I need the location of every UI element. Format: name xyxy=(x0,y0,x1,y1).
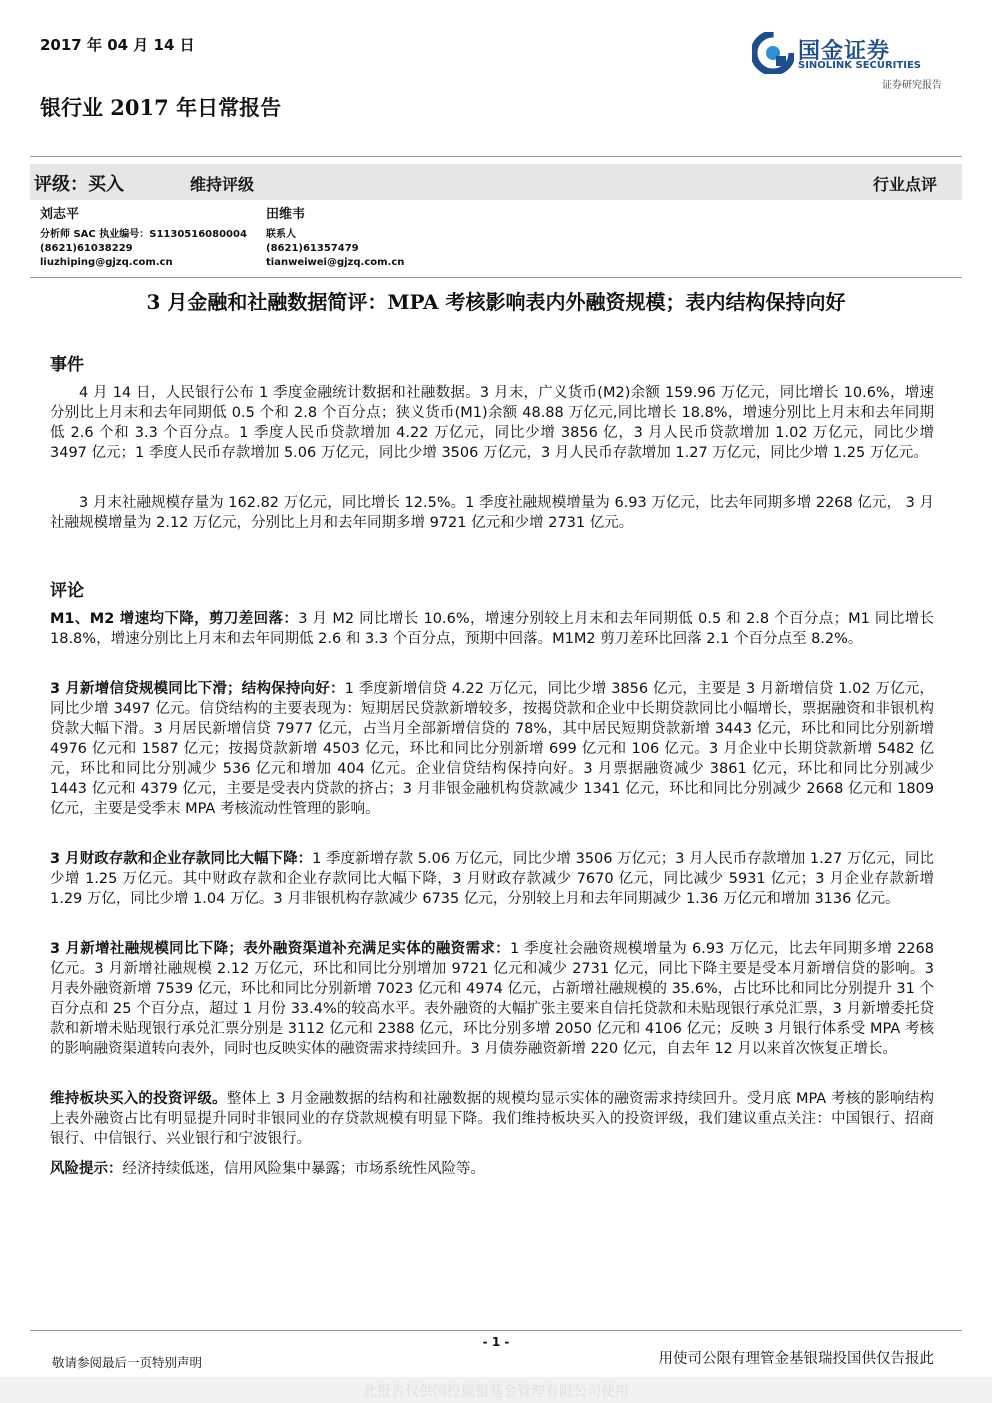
comment-text: 经济持续低迷，信用风险集中暴露；市场系统性风险等。 xyxy=(122,1161,485,1177)
footer-divider xyxy=(30,1330,962,1331)
logo-subtitle: 证券研究报告 xyxy=(882,80,942,91)
comment-text: 1 季度社会融资规模增量为 6.93 万亿元，比去年同期多增 2268 亿元。3 月新增社融规模 2.12 万亿元，环比和同比分别增加 9721 亿元和减少 2731 亿元，同比下降主要是受本月新增信贷的影响。3 月表外融资新增 7539 亿元，环比和同比分别新增 7023 亿元和 4974 亿元，占新增社融规模的 35.6%，占比环比和同比分别提升 31 个百分点和 25 个百分点，超过 1 月份 33.4%的较高水平。表外融资的大幅扩张主要来自信托贷款和未贴现银行承兑汇票，3 月新增委托贷款和新增未贴现银行承兑汇票分别是 3112 亿元和 2388 亿元，环比分别多增 2050 亿元和 4106 亿元；反映 3 月银行体系受 MPA 考核的影响融资渠道转向表外，同时也反映实体的融资需求持续回升。3 月债券融资新增 220 亿元，自去年 12 月以来首次恢复正增长。 xyxy=(50,941,934,1057)
comment-lead: 3 月新增社融规模同比下降；表外融资渠道补充满足实体的融资需求： xyxy=(50,941,510,957)
watermark-text: 此报告仅供国投瑞银基金管理有限公司使用 xyxy=(363,1384,629,1400)
comment-text: 1 季度新增信贷 4.22 万亿元，同比少增 3856 亿元，主要是 3 月新增信贷 1.02 万亿元，同比少增 3497 亿元。信贷结构的主要表现为：短期居民贷款新增较多，按揭贷款和企业中长期贷款同比小幅增长，票据融资和非银机构贷款大幅下滑。3 月居民新增信贷 7977 亿元，占当月全部新增信贷的 78%，其中居民短期贷款新增 3443 亿元，环比和同比分别新增 4976 亿元和 1587 亿元；按揭贷款新增 4503 亿元，环比和同比分别新增 699 亿元和 106 亿元。3 月企业中长期贷款新增 5482 亿元，环比和同比分别减少 536 亿元和增加 404 亿元。企业信贷结构保持向好。3 月票据融资减少 3861 亿元，环比和同比分别减少 1443 亿元和 4379 亿元，主要是受表内贷款的挤占；3 月非银金融机构贷款减少 1341 亿元，环比和同比分别减少 2668 亿元和 1809 亿元，主要是受季末 MPA 考核流动性管理的影响。 xyxy=(50,681,934,817)
comment-paragraph xyxy=(50,609,934,649)
comment-lead: M1、M2 增速均下降，剪刀差回落： xyxy=(50,611,299,627)
comment-lead: 维持板块买入的投资评级。 xyxy=(50,1091,227,1107)
report-series-title: 银行业 2017 年日常报告 xyxy=(40,95,282,120)
report-category: 行业点评 xyxy=(872,175,937,194)
logo-name-cn: 国金证券 xyxy=(798,39,891,64)
analyst-email[interactable]: liuzhiping@gjzq.com.cn xyxy=(40,257,173,268)
rating-bar xyxy=(30,164,962,200)
comment-heading: 评论 xyxy=(50,581,84,601)
analyst-card xyxy=(40,208,247,270)
logo-name-en: SINOLINK SECURITIES xyxy=(798,60,921,71)
comment-paragraph xyxy=(50,679,934,819)
event-paragraph: 4 月 14 日，人民银行公布 1 季度金融统计数据和社融数据。3 月末，广义货币(M2)余额 159.96 万亿元，同比增长 10.6%，增速分别比上月末和去年同期低 0.5 个和 2.8 个百分点；狭义货币(M1)余额 48.88 万亿元,同比增长 18.8%，增速分别比上月末和去年同期低 2.6 个和 3.3 个百分点。1 季度人民币贷款增加 4.22 万亿元，同比少增 3856 亿，3 月人民币贷款增加 1.02 万亿元，同比少增 3497 亿元；1 季度人民币存款增加 5.06 万亿元，同比少增 3506 万亿元，3 月人民币存款增加 1.27 万亿元，同比少增 1.25 万亿元。 xyxy=(50,385,934,461)
analyst-id-label: 联系人 xyxy=(266,229,296,240)
comment-lead: 3 月新增信贷规模同比下滑；结构保持向好： xyxy=(50,681,345,697)
comment-text: 3 月 M2 同比增长 10.6%，增速分别较上月末和去年同期低 0.5 和 2.8 个百分点；M1 同比增长 18.8%，增速分别比上月末和去年同期低 2.6 和 3.3 个百分点，预期中回落。M1M2 剪刀差环比回落 2.1 个百分点至 8.2%。 xyxy=(50,611,934,647)
comment-paragraph xyxy=(50,849,934,909)
footer-disclaimer: 敬请参阅最后一页特别声明 xyxy=(52,1355,203,1370)
analyst-card xyxy=(266,208,404,270)
analyst-id-value: S1130516080004 xyxy=(149,229,247,240)
page-number: - 1 - xyxy=(482,1335,510,1349)
analyst-phone: (8621)61038229 xyxy=(40,243,133,254)
analyst-email[interactable]: tianweiwei@gjzq.com.cn xyxy=(266,257,405,268)
analyst-phone: (8621)61357479 xyxy=(266,243,359,254)
report-headline: 3 月金融和社融数据简评：MPA 考核影响表内外融资规模；表内结构保持向好 xyxy=(146,290,846,314)
comment-paragraph xyxy=(50,939,934,1059)
comment-lead: 风险提示： xyxy=(50,1161,123,1177)
analyst-name: 田维韦 xyxy=(266,207,306,222)
comment-text: 1 季度新增存款 5.06 万亿元，同比少增 3506 万亿元；3 月人民币存款增加 1.27 万亿元，同比少增 1.25 万亿元。其中财政存款和企业存款同比大幅下降，3 月财政存款减少 7670 亿元，同比减少 5931 亿元；3 月企业存款新增 1.29 万亿，同比少增 1.04 万亿。3 月非银机构存款减少 6735 亿元，分别较上月和去年同期减少 1.36 万亿元和增加 3136 亿元。 xyxy=(50,851,934,907)
footer-license: 用使司公限有理管金基银瑞投国供仅告报此 xyxy=(658,1351,934,1367)
rating-label: 评级：买入 xyxy=(34,174,124,195)
analyst-name: 刘志平 xyxy=(40,207,80,222)
analyst-id-label: 分析师 SAC 执业编号： xyxy=(40,229,150,240)
comment-paragraph xyxy=(50,1089,934,1149)
analyst-divider xyxy=(30,277,962,278)
comment-lead: 3 月财政存款和企业存款同比大幅下降： xyxy=(50,851,313,867)
report-date: 2017 年 04 月 14 日 xyxy=(40,36,195,54)
event-paragraph: 3 月末社融规模存量为 162.82 万亿元，同比增长 12.5%。1 季度社融规模增量为 6.93 万亿元，比去年同期多增 2268 亿元， 3 月社融规模增量为 2.12 万亿元，分别比上月和去年同期多增 9721 亿元和少增 2731 亿元。 xyxy=(50,495,934,531)
header-divider xyxy=(30,156,962,157)
company-logo xyxy=(752,30,942,92)
comment-paragraph xyxy=(50,1159,934,1179)
event-heading: 事件 xyxy=(50,355,84,375)
rating-keep: 维持评级 xyxy=(190,175,255,194)
sinolink-logo-icon xyxy=(752,32,794,74)
comment-text: 整体上 3 月金融数据的结构和社融数据的规模均显示实体的融资需求持续回升。受月底 MPA 考核的影响结构上表外融资占比有明显提升同时非银同业的存贷款规模有明显下降。我们维持板块买入的投资评级，我们建议重点关注：中国银行、招商银行、中信银行、兴业银行和宁波银行。 xyxy=(50,1091,935,1147)
